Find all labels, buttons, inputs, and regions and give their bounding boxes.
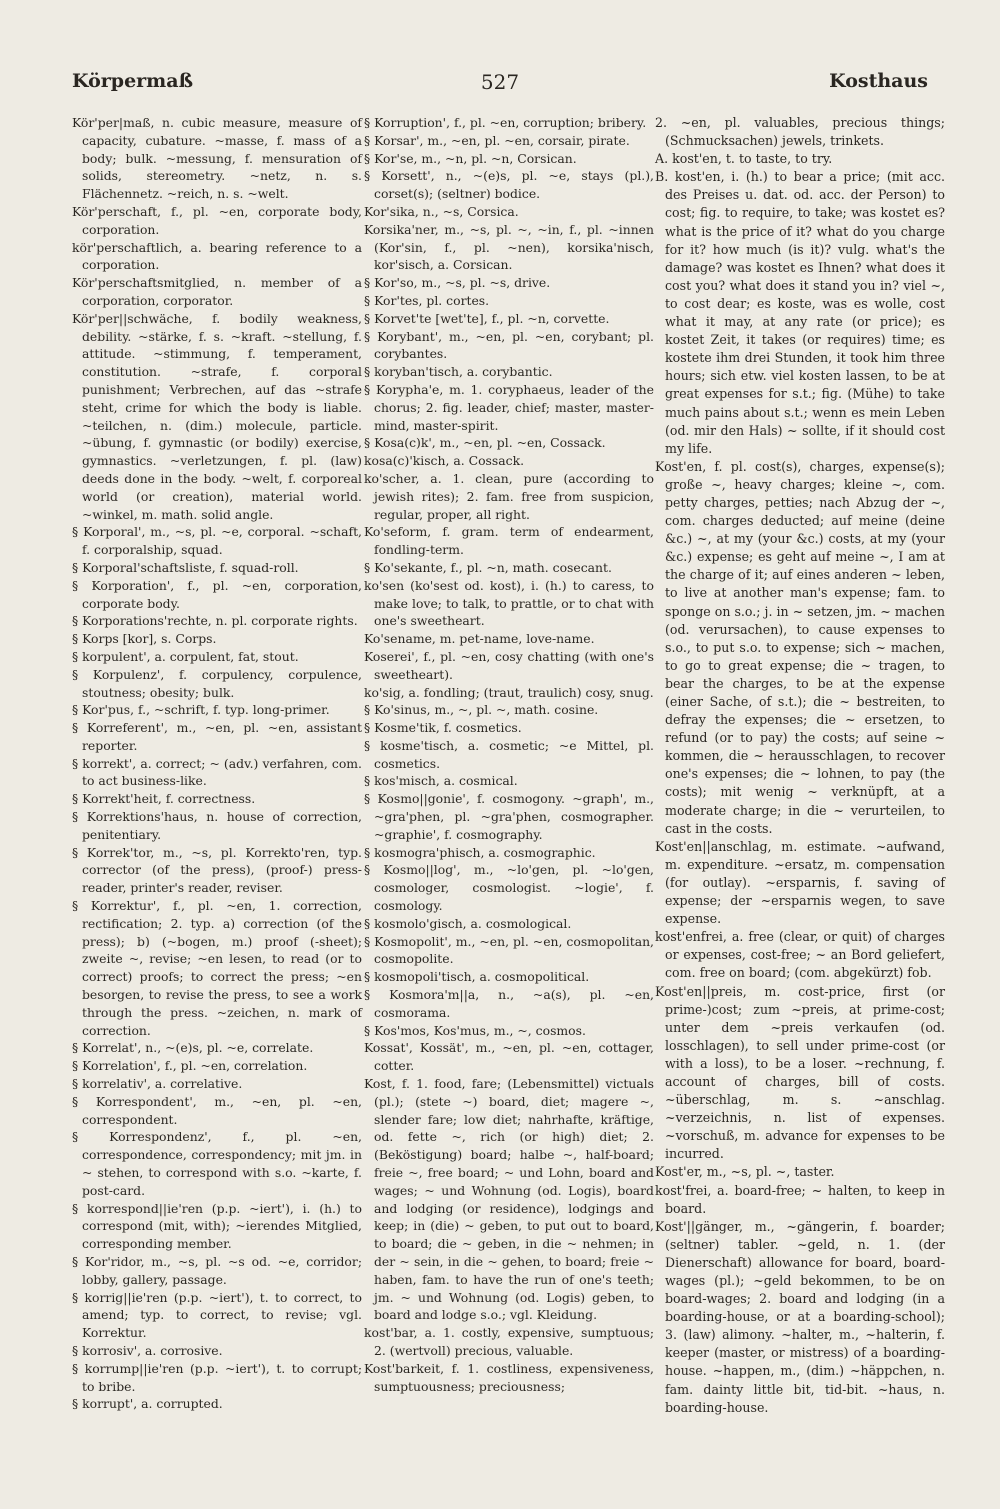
dictionary-entry: Kör'perschaft, f., pl. ~en, corporate body, corporation.: [72, 203, 362, 237]
dictionary-entry: Korsika'ner, m., ~s, pl. ~, ~in, f., pl. ~innen (Kor'sin, f., pl. ~nen), korsika'nisch, kor'sisch, a. Corsican.: [364, 221, 654, 273]
dictionary-entry: § Korporations'rechte, n. pl. corporate rights.: [72, 613, 358, 629]
dictionary-entry: Kör'per|maß, n. cubic measure, measure of capacity, cubature. ~masse, f. mass of a body; bulk. ~messung, f. mensuration of solids, stereometry. ~netz, n. s. Flächennetz. ~reich, n. s. ~welt.: [72, 115, 362, 202]
dictionary-entry: § Korsett', n., ~(e)s, pl. ~e, stays (pl.), corset(s); (seltner) bodice.: [364, 168, 654, 202]
dictionary-entry: § Korporal', m., ~s, pl. ~e, corporal. ~schaft, f. corporalship, squad.: [72, 524, 362, 558]
dictionary-entry: § Korrektions'haus, n. house of correction, penitentiary.: [72, 809, 362, 842]
dictionary-entry: Kost'en||anschlag, m. estimate. ~aufwand, m. expenditure. ~ersatz, m. compensation (for outlay). ~ersparnis, f. saving of expense; der ~ersparnis wegen, to save expense.: [655, 838, 945, 927]
dictionary-entry: kost'frei, a. board-free; ~ halten, to keep in board.: [655, 1182, 945, 1216]
dictionary-entry: § kosmolo'gisch, a. cosmological.: [364, 915, 572, 931]
dictionary-entry: Kost'||gänger, m., ~gängerin, f. boarder; (seltner) tabler. ~geld, n. 1. (der Dienerschaft) allowance for board, board-wages (pl.); ~geld bekommen, to be on board-wages; 2. board and lodging (in a boarding-house, or at a boarding-school); 3. (law) alimony. ~halter, m., ~halterin, f. keeper (master, or mistress) of a boarding-house. ~happen, m., (dim.) ~häppchen, n. fam. dainty little bit, tid-bit. ~haus, n. boarding-house.: [655, 1218, 945, 1415]
dictionary-entry: § Kor'so, m., ~s, pl. ~s, drive.: [364, 275, 551, 291]
dictionary-entry: § Korrespondenz', f., pl. ~en, correspondence, correspondency; mit jm. in ~ stehen, to correspond with s.o. ~karte, f. post-card.: [72, 1129, 362, 1198]
dictionary-entry: § Kosmo||log', m., ~lo'gen, pl. ~lo'gen, cosmologer, cosmologist. ~logie', f. cosmology.: [364, 862, 654, 914]
dictionary-entry: § korrig||ie'ren (p.p. ~iert'), t. to correct, to amend; typ. to correct, to revise; vgl. Korrektur.: [72, 1289, 362, 1341]
dictionary-entry: § korpulent', a. corpulent, fat, stout.: [72, 648, 299, 664]
dictionary-entry: § Kor'pus, f., ~schrift, f. typ. long-primer.: [72, 702, 330, 718]
dictionary-entry: § korrespond||ie'ren (p.p. ~iert'), i. (h.) to correspond (mit, with); ~ierendes Mitglied, corresponding member.: [72, 1200, 362, 1252]
dictionary-entry: § korrosiv', a. corrosive.: [72, 1342, 223, 1358]
dictionary-entry: 2. ~en, pl. valuables, precious things; (Schmucksachen) jewels, trinkets.: [655, 115, 945, 149]
dictionary-entry: B. kost'en, i. (h.) to bear a price; (mit acc. des Preises u. dat. od. acc. der Person) to cost; fig. to require, to take; was kostet es? what is the price of it? what do you charge for it? how much (is it)? vulg. what's the damage? was kostet es Ihnen? what does it cost you? what does it stand you in? viel ~, to cost dear; es koste, was es wolle, cost what it may, at any rate (or price); es kostet Zeit, it takes (or requires) time; es kostete ihm drei Stunden, it took him three hours; sich etw. viel kosten lassen, to be at great expenses for s.t.; fig. (Mühe) to take much pains about s.t.; wenn es mein Leben (od. mir den Hals) ~ sollte, if it should cost my life.: [655, 169, 945, 456]
dictionary-entry: § Korporal'schaftsliste, f. squad-roll.: [72, 559, 299, 575]
dictionary-entry: § Kor'ridor, m., ~s, pl. ~s od. ~e, corridor; lobby, gallery, passage.: [72, 1254, 362, 1287]
dictionary-entry: ko'sig, a. fondling; (traut, traulich) cosy, snug.: [364, 684, 654, 700]
dictionary-entry: § Ko'sinus, m., ~, pl. ~, math. cosine.: [364, 702, 599, 718]
dictionary-entry: Ko'seform, f. gram. term of endearment, fondling-term.: [364, 524, 654, 558]
dictionary-entry: Kör'per||schwäche, f. bodily weakness, debility. ~stärke, f. s. ~kraft. ~stellung, f. attitude. ~stimmung, f. temperament, constitution. ~strafe, f. corporal punishment; Verbrechen, auf das ~strafe steht, crime for which the body is liable. ~teilchen, n. (dim.) molecule, particle. ~übung, f. gymnastic (or bodily) exercise, gymnastics. ~verletzungen, f. pl. (law) deeds done in the body. ~welt, f. corporeal world (or creation), material world. ~winkel, m. math. solid angle.: [72, 310, 362, 522]
page-number: 527: [480, 70, 520, 94]
dictionary-entry: § Korypha'e, m. 1. coryphaeus, leader of the chorus; 2. fig. leader, chief; master, master-mind, master-spirit.: [364, 381, 654, 433]
dictionary-entry: § kos'misch, a. cosmical.: [364, 773, 518, 789]
dictionary-entry: § Kor'tes, pl. cortes.: [364, 292, 490, 308]
running-head-right: Kosthaus: [829, 70, 928, 92]
dictionary-entry: § Kosa(c)k', m., ~en, pl. ~en, Cossack.: [364, 435, 606, 451]
dictionary-entry: Kost'er, m., ~s, pl. ~, taster.: [655, 1164, 835, 1180]
dictionary-entry: § Korybant', m., ~en, pl. ~en, corybant; pl. corybantes.: [364, 328, 654, 362]
running-head-left: Körpermaß: [72, 70, 194, 92]
dictionary-entry: Kost'en, f. pl. cost(s), charges, expense(s); große ~, heavy charges; kleine ~, com. petty charges, petties; nach Abzug der ~, com. charges deducted; auf meine (deine &c.) ~, at my (your &c.) costs, at my (your &c.) expense; es geht auf meine ~, I am at the charge of it; auf eines anderen ~ leben, to live at another man's expense; fam. to sponge on s.o.; j. in ~ setzen, jm. ~ machen (od. verursachen), to cause expenses to s.o., to put s.o. to expense; sich ~ machen, to go to great expense; die ~ tragen, to bear the charges, to be at the expense (einer Sache, of s.t.); die ~ bestreiten, to defray the expenses; die ~ ersetzen, to refund (or to pay) the costs; auf seine ~ kommen, die ~ herausschlagen, to recover one's expenses; die ~ lohnen, to pay (the costs); mit wenig ~ verknüpft, at a moderate charge; in die ~ verurteilen, to cast in the costs.: [655, 458, 945, 836]
dictionary-entry: § Kos'mos, Kos'mus, m., ~, cosmos.: [364, 1022, 586, 1038]
dictionary-entry: § Kosmopolit', m., ~en, pl. ~en, cosmopolitan, cosmopolite.: [364, 933, 654, 967]
dictionary-entry: Kost, f. 1. food, fare; (Lebensmittel) victuals (pl.); (stete ~) board, diet; magere ~, slender fare; low diet; nahrhafte, kräftige, od. fette ~, rich (or high) diet; 2. (Beköstigung) board; halbe ~, half-board; freie ~, free board; ~ und Lohn, board and wages; ~ und Wohnung (od. Logis), board and lodging (or residence), lodgings and keep; in (die) ~ geben, to put out to board, to board; die ~ geben, in die ~ nehmen; in der ~ sein, in die ~ gehen, to board; freie ~ haben, fam. to have the run of one's teeth; jm. ~ und Wohnung (od. Logis) geben, to board and lodge s.o.; vgl. Kleidung.: [364, 1076, 654, 1323]
dictionary-entry: § korrelativ', a. correlative.: [72, 1076, 243, 1092]
dictionary-entry: kör'perschaftlich, a. bearing reference to a corporation.: [72, 239, 362, 273]
dictionary-entry: § Ko'sekante, f., pl. ~n, math. cosecant.: [364, 559, 612, 575]
dictionary-entry: Ko'sename, m. pet-name, love-name.: [364, 631, 595, 647]
dictionary-entry: Kossat', Kossät', m., ~en, pl. ~en, cottager, cotter.: [364, 1040, 654, 1074]
dictionary-entry: § koryban'tisch, a. corybantic.: [364, 364, 553, 380]
dictionary-entry: Kor'sika, n., ~s, Corsica.: [364, 203, 519, 219]
dictionary-entry: ko'scher, a. 1. clean, pure (according to jewish rites); 2. fam. free from suspicion, regular, proper, all right.: [364, 470, 654, 522]
dictionary-entry: § Korrektur', f., pl. ~en, 1. correction, rectification; 2. typ. a) correction (of the press); b) (~bogen, m.) proof (-sheet); zweite ~, revise; ~en lesen, to read (or to correct) proofs; to correct the press; ~en besorgen, to revise the press, to see a work through the press. ~zeichen, n. mark of correction.: [72, 898, 362, 1038]
dictionary-entry: § Kosme'tik, f. cosmetics.: [364, 720, 522, 736]
dictionary-entry: § Kor'se, m., ~n, pl. ~n, Corsican.: [364, 150, 577, 166]
column-middle: [364, 114, 654, 1395]
dictionary-entry: A. kost'en, t. to taste, to try.: [655, 151, 833, 167]
dictionary-entry: § Korporation', f., pl. ~en, corporation, corporate body.: [72, 577, 362, 611]
column-left: [72, 114, 362, 1413]
dictionary-entry: § korrupt', a. corrupted.: [72, 1396, 223, 1412]
dictionary-entry: § Korrelat', n., ~(e)s, pl. ~e, correlate.: [72, 1040, 314, 1056]
page-header: [0, 70, 1000, 100]
dictionary-entry: kosa(c)'kisch, a. Cossack.: [364, 453, 525, 469]
dictionary-entry: § Korsar', m., ~en, pl. ~en, corsair, pirate.: [364, 132, 630, 148]
dictionary-entry: § Korrelation', f., pl. ~en, correlation.: [72, 1058, 308, 1074]
dictionary-entry: § Korrekt'heit, f. correctness.: [72, 791, 256, 807]
dictionary-entry: § korrump||ie'ren (p.p. ~iert'), t. to corrupt; to bribe.: [72, 1360, 362, 1394]
column-right: [655, 114, 945, 1417]
dictionary-entry: ko'sen (ko'sest od. kost), i. (h.) to caress, to make love; to talk, to prattle, or to chat with one's sweetheart.: [364, 577, 654, 629]
dictionary-entry: § Korrek'tor, m., ~s, pl. Korrekto'ren, typ. corrector (of the press), (proof-) press-reader, printer's reader, reviser.: [72, 844, 362, 896]
dictionary-entry: § Korrespondent', m., ~en, pl. ~en, correspondent.: [72, 1093, 362, 1127]
dictionary-entry: § Korps [kor], s. Corps.: [72, 631, 217, 647]
dictionary-entry: § Kosmora'm||a, n., ~a(s), pl. ~en, cosmorama.: [364, 987, 654, 1020]
dictionary-entry: Koserei', f., pl. ~en, cosy chatting (with one's sweetheart).: [364, 648, 654, 682]
dictionary-entry: § Korpulenz', f. corpulency, corpulence, stoutness; obesity; bulk.: [72, 666, 362, 700]
dictionary-entry: § Korreferent', m., ~en, pl. ~en, assistant reporter.: [72, 720, 362, 753]
dictionary-entry: § kosmogra'phisch, a. cosmographic.: [364, 844, 596, 860]
dictionary-entry: Kost'en||preis, m. cost-price, first (or prime-)cost; zum ~preis, at prime-cost; unter dem ~preis verkaufen (od. losschlagen), to sell under prime-cost (or with a loss), to be a loser. ~rechnung, f. account of charges, bill of costs. ~überschlag, m. s. ~anschlag. ~verzeichnis, n. list of expenses. ~vorschuß, m. advance for expenses to be incurred.: [655, 983, 945, 1162]
dictionary-entry: kost'enfrei, a. free (clear, or quit) of charges or expenses, cost-free; ~ an Bord geliefert, com. free on board; (com. abgekürzt) fob.: [655, 929, 945, 981]
dictionary-entry: Kost'barkeit, f. 1. costliness, expensiveness, sumptuousness; preciousness;: [364, 1360, 654, 1394]
dictionary-entry: § korrekt', a. correct; ~ (adv.) verfahren, com. to act business-like.: [72, 755, 362, 789]
dictionary-entry: § kosmopoli'tisch, a. cosmopolitical.: [364, 969, 590, 985]
dictionary-entry: kost'bar, a. 1. costly, expensive, sumptuous; 2. (wertvoll) precious, valuable.: [364, 1325, 654, 1358]
dictionary-entry: § Korruption', f., pl. ~en, corruption; bribery.: [364, 115, 647, 130]
dictionary-entry: § kosme'tisch, a. cosmetic; ~e Mittel, pl. cosmetics.: [364, 737, 654, 771]
dictionary-entry: Kör'perschaftsmitglied, n. member of a corporation, corporator.: [72, 275, 362, 308]
dictionary-entry: § Korvet'te [wet'te], f., pl. ~n, corvette.: [364, 310, 610, 326]
dictionary-entry: § Kosmo||gonie', f. cosmogony. ~graph', m., ~gra'phen, pl. ~gra'phen, cosmographer. ~graphie', f. cosmography.: [364, 791, 654, 842]
